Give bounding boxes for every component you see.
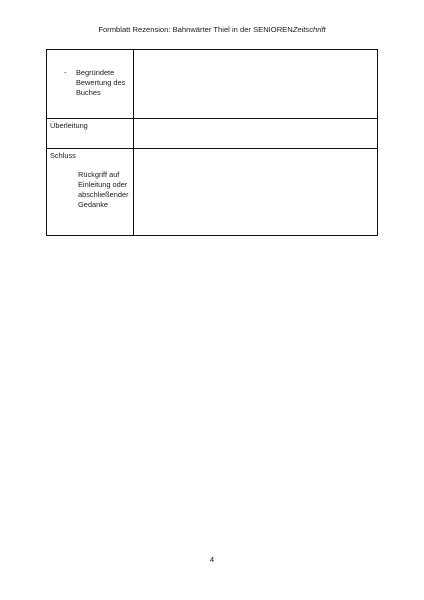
row-label-cell: [47, 119, 134, 149]
sub-line: Einleitung oder: [78, 180, 128, 189]
bullet-item: [50, 52, 130, 98]
table-row: [47, 50, 378, 119]
row-label-cell: [47, 149, 134, 236]
sub-line: Rückgriff auf: [78, 170, 120, 179]
page-number: 4: [209, 555, 215, 564]
row-content-cell[interactable]: [134, 50, 378, 119]
sub-line: Gedanke: [78, 200, 108, 209]
row-label: Schluss: [50, 151, 76, 160]
header-title-italic: Zeitschrift: [292, 25, 326, 34]
row-content-cell[interactable]: [134, 149, 378, 236]
bullet-marker: -: [64, 68, 67, 77]
header-title: Formblatt Rezension: Bahnwärter Thiel in der SENIOREN: [98, 25, 293, 34]
table-row: [47, 149, 378, 236]
bullet-line: Begründete: [76, 68, 115, 77]
page-header: [0, 25, 424, 34]
table-row: [47, 119, 378, 149]
bullet-line: Bewertung des: [76, 78, 126, 87]
bullet-line: Buches: [76, 88, 101, 97]
row-content-cell[interactable]: [134, 119, 378, 149]
row-label-cell: [47, 50, 134, 119]
row-sub-text: [50, 161, 130, 210]
bullet-text: [76, 68, 125, 98]
row-label: Überleitung: [50, 121, 88, 130]
sub-line: abschließender: [78, 190, 129, 199]
review-form-table: [46, 49, 378, 236]
